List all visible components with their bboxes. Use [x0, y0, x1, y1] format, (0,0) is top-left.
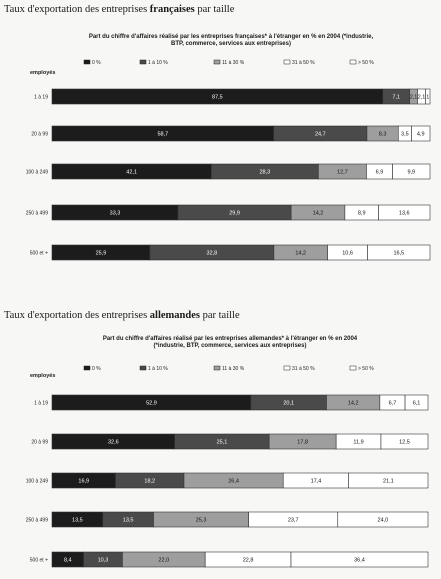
- data-label: 13,5: [122, 517, 134, 524]
- data-label: 42,1: [126, 169, 138, 176]
- subtitle-line-1: Part du chiffre d'affaires réalisé par les entreprises allemandes* à l'étranger en % en 2004: [102, 336, 358, 342]
- data-label: 14,2: [295, 250, 307, 257]
- legend: [84, 366, 374, 372]
- data-label: 17,8: [297, 439, 309, 446]
- legend-label: 0 %: [92, 60, 101, 66]
- chart-germany-svg: [0, 300, 441, 579]
- data-label: 13,5: [72, 517, 83, 524]
- data-label: 6,1: [412, 400, 421, 407]
- data-label: 16,5: [393, 250, 405, 257]
- data-label: 25,3: [195, 517, 207, 524]
- legend-item: [140, 60, 168, 66]
- legend-swatch: [214, 366, 220, 370]
- subtitle-line-2: BTP, commerce, services aux entreprises): [171, 41, 291, 47]
- data-label: 7,1: [392, 94, 400, 101]
- legend-item: [84, 60, 101, 66]
- bar-row: [26, 164, 430, 179]
- legend-item: [214, 60, 245, 66]
- category-label: 20 à 99: [31, 439, 48, 446]
- legend-swatch: [284, 366, 290, 370]
- subtitle-line-1: Part du chiffre d'affaires réalisé par les entreprises françaises* à l'étranger en % en 2004 (*industrie,: [88, 34, 374, 40]
- data-label: 6,9: [375, 169, 384, 176]
- bar-row: [34, 395, 428, 410]
- data-label: 14,2: [312, 210, 324, 217]
- bar-row: [26, 473, 428, 488]
- title-country: allemandes: [149, 310, 200, 321]
- category-label: 500 et +: [29, 250, 48, 257]
- subtitle-line-2: (*industrie, BTP, commerce, services aux entreprises): [153, 343, 307, 349]
- data-label: 10,6: [342, 250, 353, 257]
- data-label: 28,3: [259, 169, 271, 176]
- data-label: 29,9: [229, 210, 240, 217]
- title-suffix: par taille: [194, 4, 235, 15]
- data-label: 36,4: [354, 557, 365, 564]
- legend-item: [350, 60, 374, 66]
- data-label: 52,9: [146, 400, 157, 407]
- data-label: 2,1: [417, 94, 426, 101]
- category-label: 1 à 19: [34, 400, 48, 407]
- bar-row: [26, 205, 430, 220]
- data-label: 10,3: [97, 557, 109, 564]
- legend-swatch: [140, 60, 146, 64]
- data-label: 2,1: [409, 94, 418, 101]
- data-label: 14,2: [347, 400, 359, 407]
- data-label: 58,7: [157, 131, 169, 138]
- data-label: 33,3: [109, 210, 121, 217]
- legend-label: > 50 %: [358, 366, 374, 372]
- data-label: 8,3: [378, 131, 387, 138]
- legend-label: 11 à 30 %: [222, 60, 245, 66]
- title-prefix: Taux d'exportation des entreprises: [4, 310, 150, 321]
- data-label: 8,4: [63, 557, 72, 564]
- data-label: 6,7: [388, 400, 397, 407]
- legend-swatch: [350, 60, 356, 64]
- legend-swatch: [140, 366, 146, 370]
- category-label: 1 à 19: [34, 94, 48, 101]
- category-label: 250 à 499: [25, 210, 48, 217]
- category-label: 500 et +: [29, 557, 48, 564]
- data-label: 3,5: [401, 131, 409, 138]
- data-label: 20,1: [283, 400, 295, 407]
- data-label: 4,9: [416, 131, 425, 138]
- category-label: 100 à 249: [25, 478, 48, 485]
- legend-label: > 50 %: [358, 60, 374, 66]
- legend-swatch: [284, 60, 290, 64]
- data-label: 26,4: [228, 478, 239, 485]
- legend-swatch: [84, 60, 90, 64]
- legend-swatch: [84, 366, 90, 370]
- data-label: 22,8: [242, 557, 254, 564]
- data-label: 12,5: [399, 439, 410, 446]
- legend-label: 1 à 10 %: [148, 60, 168, 66]
- data-label: 87,5: [212, 94, 223, 101]
- chart-germany: [0, 300, 441, 579]
- legend-label: 31 à 50 %: [292, 366, 315, 372]
- data-label: 18,2: [144, 478, 156, 485]
- legend-item: [284, 366, 315, 372]
- bar-row: [30, 552, 428, 567]
- y-axis-label: employés: [30, 373, 56, 379]
- bar-row: [31, 126, 430, 141]
- legend-label: 1 à 10 %: [148, 366, 168, 372]
- bar-row: [31, 434, 428, 449]
- legend-item: [84, 366, 101, 372]
- data-label: 22,0: [158, 557, 170, 564]
- data-label: 9,9: [407, 169, 416, 176]
- legend-swatch: [350, 366, 356, 370]
- data-label: 32,8: [206, 250, 218, 257]
- data-label: 25,1: [216, 439, 228, 446]
- category-label: 250 à 499: [25, 517, 48, 524]
- data-label: 1: [426, 94, 430, 101]
- legend-label: 31 à 50 %: [292, 60, 315, 66]
- legend-label: 11 à 30 %: [222, 366, 245, 372]
- data-label: 24,0: [377, 517, 389, 524]
- category-label: 100 à 249: [25, 169, 48, 176]
- data-label: 16,9: [78, 478, 90, 485]
- legend-item: [350, 366, 374, 372]
- data-label: 32,6: [107, 439, 119, 446]
- data-label: 23,7: [287, 517, 299, 524]
- legend-swatch: [214, 60, 220, 64]
- data-label: 8,9: [357, 210, 366, 217]
- y-axis-label: employés: [30, 70, 56, 76]
- legend: [84, 60, 374, 66]
- data-label: 21,1: [382, 478, 394, 485]
- data-label: 13,6: [398, 210, 410, 217]
- title-suffix: par taille: [199, 310, 240, 321]
- legend-item: [284, 60, 315, 66]
- bar-row: [26, 512, 428, 527]
- data-label: 11,9: [353, 439, 364, 446]
- bar-row: [30, 245, 430, 260]
- data-label: 12,7: [337, 169, 348, 176]
- legend-item: [140, 366, 168, 372]
- bar-row: [34, 89, 430, 104]
- legend-label: 0 %: [92, 366, 101, 372]
- data-label: 24,7: [314, 131, 326, 138]
- title-country: françaises: [149, 4, 195, 15]
- title-prefix: Taux d'exportation des entreprises: [4, 4, 150, 15]
- legend-item: [214, 366, 245, 372]
- category-label: 20 à 99: [31, 131, 48, 138]
- data-label: 25,9: [95, 250, 107, 257]
- data-label: 17,4: [310, 478, 322, 485]
